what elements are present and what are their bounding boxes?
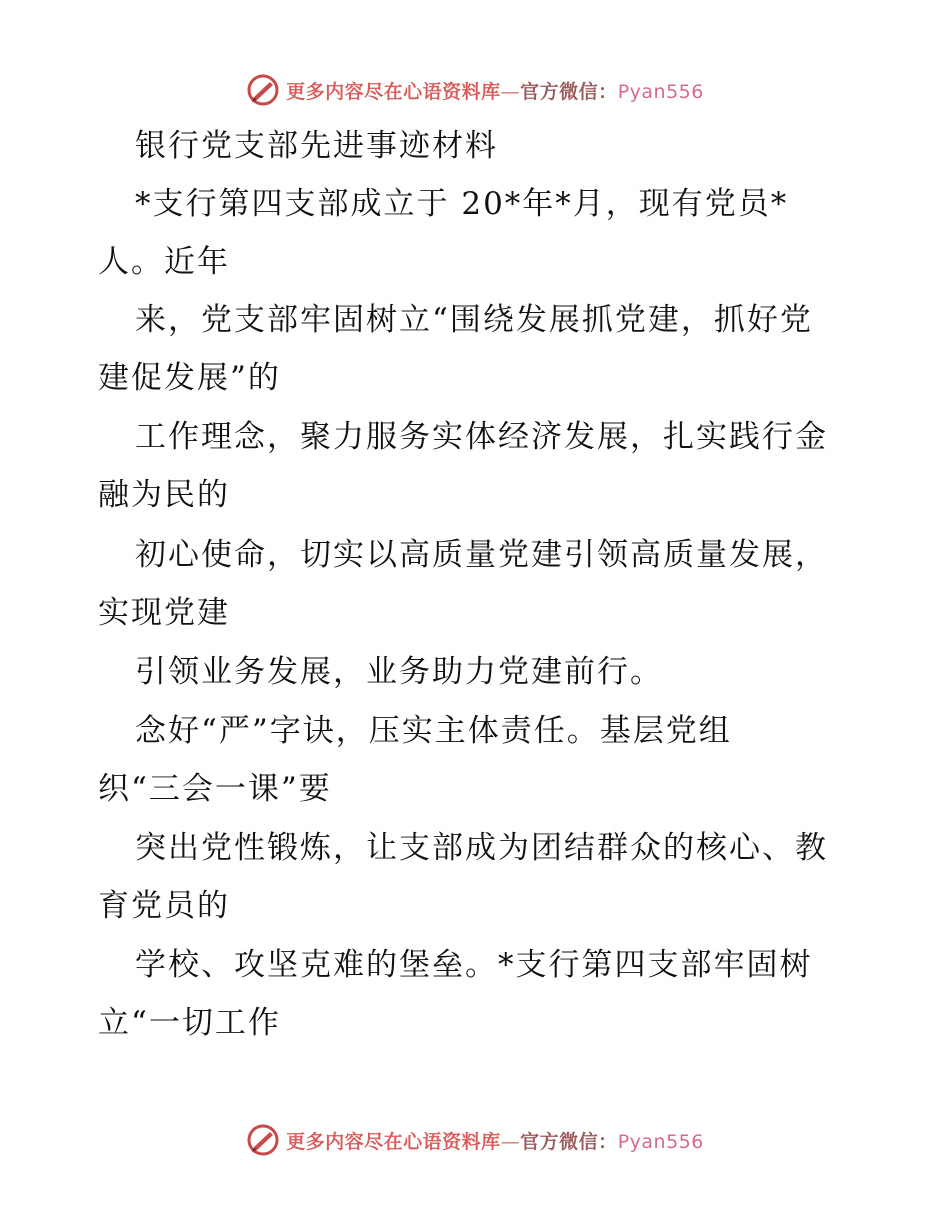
banner-text [286, 1127, 704, 1154]
banner-part2: 官方微信： [520, 80, 618, 103]
footer-watermark-banner [0, 1120, 950, 1160]
header-watermark-banner [0, 70, 950, 110]
paragraph-line: 实现党建 [98, 595, 230, 631]
paragraph-line: 融为民的 [98, 477, 230, 513]
banner-part1: 更多内容尽在心语资料库 [286, 1130, 501, 1153]
paragraph-line: 念好“严”字诀，压实主体责任。基层党组 [135, 713, 732, 749]
pen-logo-icon [246, 73, 280, 107]
paragraph-line: 人。近年 [98, 244, 230, 280]
paragraph-line: 初心使命，切实以高质量党建引领高质量发展， [135, 537, 828, 573]
paragraph-line: 建促发展”的 [98, 360, 281, 396]
paragraph-line: 引领业务发展，业务助力党建前行。 [135, 654, 663, 690]
banner-part2: 官方微信： [520, 1130, 618, 1153]
banner-part3: Pyan556 [617, 80, 704, 103]
paragraph-line: 来，党支部牢固树立“围绕发展抓党建，抓好党 [135, 302, 813, 338]
paragraph-line: 学校、攻坚克难的堡垒。*支行第四支部牢固树 [135, 947, 813, 983]
paragraph-line: *支行第四支部成立于 20*年*月，现有党员* [135, 186, 789, 222]
banner-text [286, 77, 704, 104]
paragraph-line: 工作理念，聚力服务实体经济发展，扎实践行金 [135, 419, 828, 455]
paragraph-line: 织“三会一课”要 [98, 771, 332, 807]
paragraph-line: 突出党性锻炼，让支部成为团结群众的核心、教 [135, 830, 828, 866]
document-title: 银行党支部先进事迹材料 [135, 128, 498, 164]
banner-part1: 更多内容尽在心语资料库 [286, 80, 501, 103]
banner-dash: — [500, 1130, 521, 1153]
pen-logo-icon [246, 1123, 280, 1157]
paragraph-line: 立“一切工作 [98, 1005, 281, 1041]
banner-part3: Pyan556 [617, 1130, 704, 1153]
paragraph-line: 育党员的 [98, 888, 230, 924]
banner-dash: — [500, 80, 521, 103]
